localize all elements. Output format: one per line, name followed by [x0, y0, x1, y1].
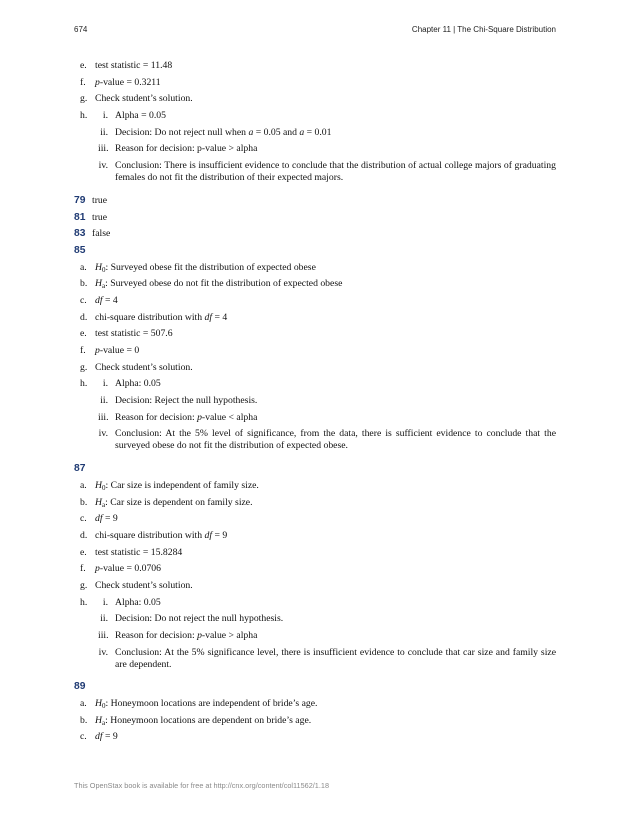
list-item: c. df = 9 — [80, 513, 118, 525]
list-item: ii. Decision: Do not reject null when a = 0.05 and a = 0.01 — [100, 126, 332, 138]
list-item: d. chi-square distribution with df = 4 — [80, 311, 228, 323]
list-item: ii. Decision: Do not reject the null hypothesis. — [100, 613, 284, 625]
list-item: f. p-value = 0.0706 — [80, 563, 161, 575]
answer-number: 87 — [74, 463, 86, 475]
list-item: iii. Reason for decision: p-value > alpha — [98, 630, 258, 641]
list-item: ii. Decision: Reject the null hypothesis. — [100, 395, 258, 407]
list-item: iii. Reason for decision: p-value < alpha — [98, 411, 258, 423]
list-item: e. test statistic = 507.6 — [80, 328, 173, 340]
chapter-header: Chapter 11 | The Chi-Square Distribution — [411, 25, 556, 34]
answer-number: 89 — [74, 681, 86, 693]
list-item: b. $H_a$: Surveyed obese do not fit the distribution of expected obese — [80, 278, 343, 291]
list-item: iv. Conclusion: There is insufficient evidence to conclude that the distribution of actual college majors of graduating females do not fit the distribution of their expected majors. — [98, 160, 556, 184]
list-item: c. df = 9 — [80, 731, 118, 743]
list-item: c. df = 4 — [80, 294, 118, 306]
list-item: h. i. Alpha = 0.05 — [80, 110, 166, 122]
answer-number: 83 — [74, 228, 86, 240]
answer-number: 85 — [74, 244, 86, 256]
list-item: a. $H_0$: Surveyed obese fit the distribution of expected obese — [80, 261, 316, 274]
footer-text: This OpenStax book is available for free at http://cnx.org/content/col11562/1.18 — [74, 781, 330, 790]
answer-87 — [74, 463, 556, 475]
list-item: a. $H_0$: Honeymoon locations are independent of bride’s age. — [80, 698, 318, 711]
list-item: iv. Conclusion: At the 5% significance level, there is insufficient evidence to conclude that car size and family size are dependent. — [98, 646, 556, 670]
list-item: f. p-value = 0.3211 — [80, 76, 161, 88]
page-number: 674 — [74, 25, 88, 34]
answer-89 — [74, 681, 556, 693]
list-item: b. $H_a$: Car size is dependent on family size. — [80, 496, 253, 509]
list-item: h. i. Alpha: 0.05 — [80, 596, 161, 608]
list-item: e. test statistic = 11.48 — [80, 60, 173, 71]
list-item: g. Check student’s solution. — [80, 579, 193, 591]
answer-79: 79 true — [74, 194, 108, 206]
list-item: h. i. Alpha: 0.05 — [80, 378, 161, 390]
list-item: b. $H_a$: Honeymoon locations are dependent on bride’s age. — [80, 714, 312, 727]
list-item: e. test statistic = 15.8284 — [80, 546, 183, 558]
answer-81: 81 true — [74, 211, 108, 223]
list-item: iii. Reason for decision: p-value > alpha — [98, 143, 258, 155]
answer-85 — [74, 245, 556, 257]
list-item: f. p-value = 0 — [80, 345, 140, 356]
list-item: iv. Conclusion: At the 5% level of significance, from the data, there is sufficient evidence to conclude that the surveyed obese do not fit the distribution of expected obese. — [98, 428, 556, 452]
list-item: a. $H_0$: Car size is independent of family size. — [80, 479, 259, 492]
answer-number: 81 — [74, 211, 86, 223]
answer-number: 79 — [74, 194, 86, 206]
list-item: g. Check student’s solution. — [80, 361, 193, 373]
answer-83: 83 false — [74, 228, 111, 240]
list-item: d. chi-square distribution with df = 9 — [80, 529, 228, 541]
answer-content — [74, 60, 556, 748]
list-item: g. Check student’s solution. — [80, 93, 193, 105]
